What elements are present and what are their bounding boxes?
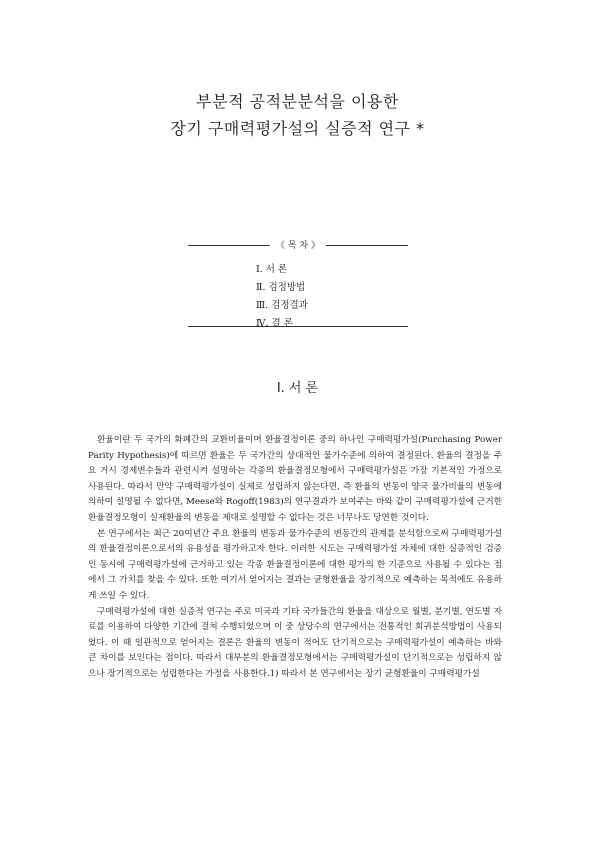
section-heading-introduction: Ⅰ. 서 론 [276, 381, 319, 396]
paragraph: 환율이란 두 국가의 화폐간의 교환비율이며 환율결정이론 중의 하나인 구매력평가설(Purchasing Power Parity Hypothesis)에 따르면 환율은 두 국가간의 상대적인 물가수준에 의하여 결정된다. 환율의 결정을 주요 거시 경제변수들과 관련시켜 설명하는 각종의 환율결정모형에서 구매력평가설은 가장 기본적인 가정으로 사용된다. 따라서 만약 구매력평가설이 실제로 성립하지 않는다면, 즉 환율의 변동이 양국 물가비율의 변동에 의하여 설명될 수 없다면, Meese와 Rogoff(1983)의 연구결과가 보여주는 바와 같이 구매력평가설에 근거한 환율결정모형이 실제환율의 변동을 제대로 설명할 수 없다는 것은 너무나도 당연한 것이다. [88, 435, 502, 523]
paragraph: 구매력평가설에 대한 실증적 연구는 주로 미국과 기타 국가들간의 환율을 대상으로 월별, 분기별, 연도별 자료를 이용하여 다양한 기간에 걸쳐 수행되었으며 이 중 상당수의 연구에서는 전통적인 회귀분석방법이 사용되었다. 이 때 일관적으로 얻어지는 결론은 환율의 변동이 적어도 단기적으로는 구매력평가설이 예측하는 바와 큰 차이를 보인다는 점이다. 따라서 대부분의 환율결정모형에서는 구매력평가설이 단기적으로는 성립하지 않으나 장기적으로는 성립한다는 가정을 사용한다.1) 따라서 본 연구에서는 장기 균형환율이 구매력평가설 [88, 606, 502, 679]
paragraph: 본 연구에서는 최근 20여년간 주요 환율의 변동과 물가수준의 변동간의 관계를 분석함으로써 구매력평가설의 환율결정이론으로서의 유용성을 평가하고자 한다. 이러한 시도는 구매력평가설 자체에 대한 실증적인 검증인 동시에 구매력평가설에 근거하고 있는 각종 환율결정이론에 대한 평가의 한 기준으로 사용될 수 있다는 점에서 그 가치를 찾을 수 있다. 또한 여기서 얻어지는 결과는 균형환율을 장기적으로 예측하는 목적에도 유용하게 쓰일 수 있다. [88, 528, 502, 601]
toc-heading: 《 목 차 》 [188, 238, 408, 251]
paper-title-line1: 부분적 공적분분석을 이용한 [196, 92, 399, 111]
table-of-contents [188, 241, 408, 329]
toc-list [256, 261, 308, 333]
body-text [88, 433, 502, 683]
toc-item-methods: Ⅱ. 검정방법 [256, 282, 306, 293]
paper-title-line2: 장기 구매력평가설의 실증적 연구 * [170, 119, 425, 138]
toc-item-results: Ⅲ. 검정결과 [256, 300, 308, 311]
toc-item-introduction: Ⅰ. 서 론 [256, 264, 288, 275]
toc-item-conclusion: Ⅳ. 결 론 [256, 318, 293, 329]
